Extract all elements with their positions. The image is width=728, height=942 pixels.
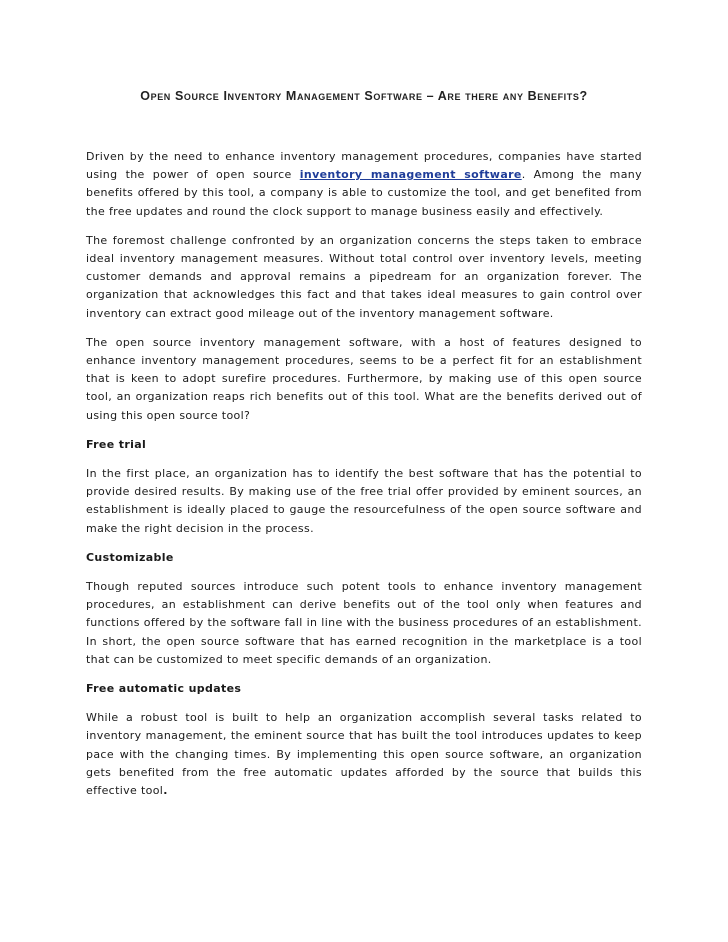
inventory-management-software-link[interactable]: inventory management software bbox=[299, 168, 522, 182]
section-heading-free-automatic-updates: Free automatic updates bbox=[86, 682, 242, 696]
updates-text: While a robust tool is built to help an organization accomplish several tasks related to inventory management, the eminent source that has built the tool introduces updates to keep pace with the changing times. By implementing this open source software, an organization gets benefited from the free automatic updates afforded by the source that builds this effective tool bbox=[86, 711, 642, 798]
section-text-free-automatic-updates bbox=[86, 709, 642, 800]
section-text-customizable: Though reputed sources introduce such potent tools to enhance inventory management procedures, an establishment can derive benefits out of the tool only when features and functions offered by the software fall in line with the business procedures of an establishment. In short, the open source software that has earned recognition in the marketplace is a tool that can be customized to meet specific demands of an organization. bbox=[86, 580, 642, 666]
intro-text-end: . Among the many benefits offered by this tool, a company is able to customize the tool, and get benefited from the free updates and round the clock support to manage business easily and effectively. bbox=[86, 168, 642, 218]
intro-paragraph bbox=[86, 148, 642, 221]
section-text-free-trial: In the first place, an organization has to identify the best software that has the potential to provide desired results. By making use of the free trial offer provided by eminent sources, an establishment is ideally placed to gauge the resourcefulness of the open source software and make the right decision in the process. bbox=[86, 467, 642, 535]
paragraph-challenge: The foremost challenge confronted by an organization concerns the steps taken to embrace ideal inventory management measures. Without total control over inventory levels, meeting customer demands and approval remains a pipedream for an organization forever. The organization that acknowledges this fact and that takes ideal measures to gain control over inventory can extract good mileage out of the inventory management software. bbox=[86, 233, 642, 320]
updates-end-mark: . bbox=[163, 784, 168, 798]
intro-text-start: Driven by the need to enhance inventory management procedures, companies have started using the power of open source bbox=[86, 150, 642, 182]
document-title: Open Source Inventory Management Software – Are there any Benefits? bbox=[140, 89, 588, 103]
section-heading-free-trial: Free trial bbox=[86, 437, 147, 451]
section-heading-customizable: Customizable bbox=[86, 550, 174, 564]
paragraph-open-source: The open source inventory management software, with a host of features designed to enhance inventory management procedures, seems to be a perfect fit for an establishment that is keen to adopt surefire procedures. Furthermore, by making use of this open source tool, an organization reaps rich benefits out of this tool. What are the benefits derived out of using this open source tool? bbox=[86, 335, 642, 422]
document-body bbox=[86, 148, 642, 811]
